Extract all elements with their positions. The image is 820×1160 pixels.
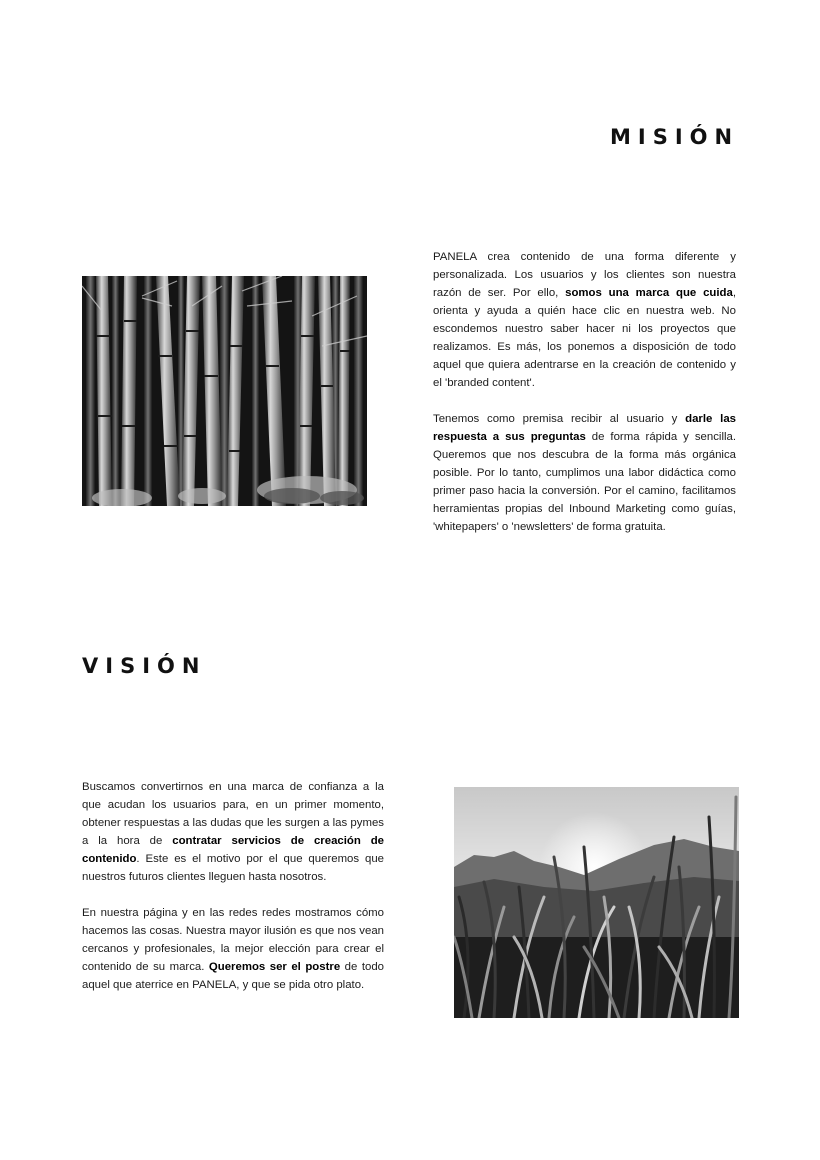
- bamboo-photo: [82, 276, 367, 506]
- grass-photo: [454, 787, 739, 1018]
- vision-paragraph-1: [82, 778, 384, 886]
- mision-paragraph-1: [433, 248, 736, 392]
- text-run: . Este es el motivo por el que queremos que nuestros futuros clientes lleguen hasta nosotros.: [82, 853, 384, 883]
- vision-heading: VISIÓN: [82, 654, 207, 678]
- text-run: PANELA crea contenido de una forma diferente y personalizada. Los usuarios y los clientes son nuestra razón de ser. Por ello,: [433, 251, 736, 299]
- mision-text: [433, 248, 736, 536]
- emphasis-text: darle las respuesta a sus preguntas: [433, 413, 737, 443]
- emphasis-text: somos una marca que cuida: [565, 287, 733, 299]
- text-run: En nuestra página y en las redes redes mostramos cómo hacemos las cosas. Nuestra mayor ilusión es que nos vean cercanos y profesionales, la mejor elección para crear el contenido de su marca.: [82, 907, 384, 973]
- mision-heading: MISIÓN: [610, 125, 740, 149]
- vision-text: [82, 778, 384, 994]
- vision-paragraph-2: [82, 904, 384, 994]
- text-run: de todo aquel que aterrice en PANELA, y que se pida otro plato.: [82, 961, 384, 991]
- mision-paragraph-2: [433, 410, 736, 536]
- text-run: de forma rápida y sencilla. Queremos que nos descubra de la forma más orgánica posible. Por lo tanto, cumplimos una labor didáctica como primer paso hacia la conversión. Por el camino, facilitamos herramientas propias del Inbound Marketing como guías, 'whitepapers' o 'newsletters' de forma gratuita.: [433, 431, 736, 533]
- emphasis-text: Queremos ser el postre: [208, 961, 341, 973]
- text-run: , orienta y ayuda a quién hace clic en nuestra web. No escondemos nuestro saber hacer ni los proyectos que realizamos. Es más, los ponemos a disposición de todo aquel que quiera adentrarse en la creación de contenido y el 'branded content'.: [433, 287, 736, 389]
- emphasis-text: contratar servicios de creación de contenido: [82, 835, 384, 865]
- text-run: Buscamos convertirnos en una marca de confianza a la que acudan los usuarios para, en un primer momento, obtener respuestas a las dudas que les surgen a las pymes a la hora de: [82, 781, 384, 847]
- text-run: Tenemos como premisa recibir al usuario y: [433, 413, 686, 425]
